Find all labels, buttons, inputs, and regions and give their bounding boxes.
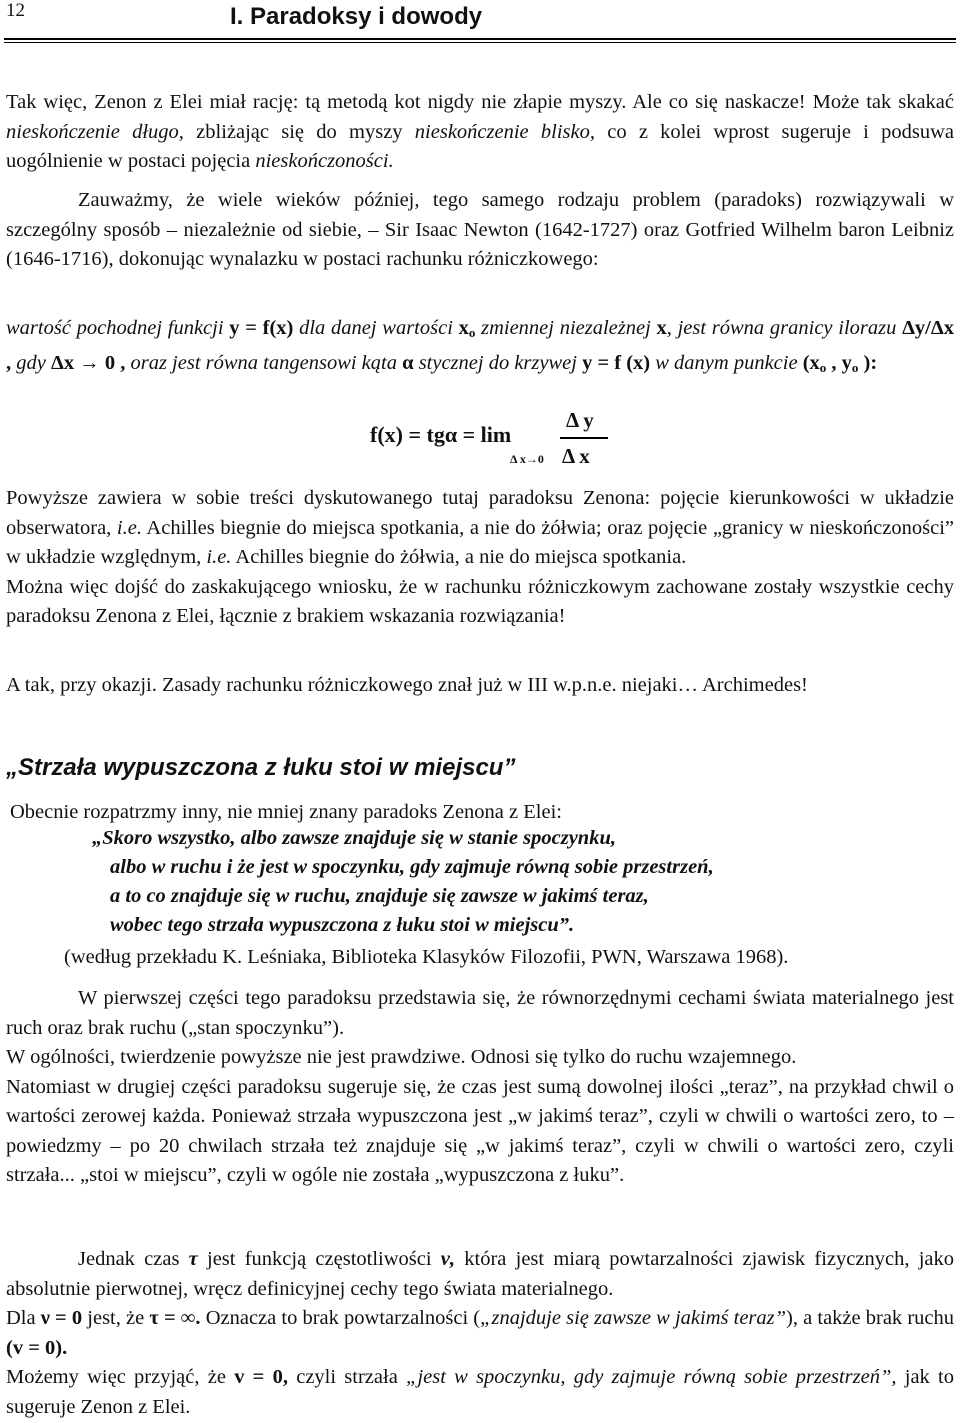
def-text-2: dla danej wartości bbox=[293, 317, 459, 339]
formula-fraction-bar bbox=[560, 437, 608, 439]
formula-limit-subscript: Δ x→0 bbox=[510, 452, 544, 466]
paragraph-analysis bbox=[6, 984, 954, 1191]
p10-text-b: jest funkcją częstotliwości bbox=[197, 1248, 441, 1270]
paragraph-zenon-content bbox=[6, 484, 954, 632]
p8-text: W ogólności, twierdzenie powyższe nie jest prawdziwe. Odnosi się tylko do ruchu wzajemnego. bbox=[6, 1046, 797, 1068]
def-text-8: w danym punkcie bbox=[650, 352, 803, 374]
p11-math-3: (v = 0). bbox=[6, 1336, 68, 1359]
paragraph-frequency bbox=[6, 1245, 954, 1422]
p1-italic-f: nieskończoności. bbox=[255, 150, 394, 172]
def-math-2-sub: o bbox=[468, 325, 476, 340]
intro-text: Obecnie rozpatrzmy inny, nie mniej znany paradoks Zenona z Elei: bbox=[10, 801, 562, 823]
p1-text-c: zbliżając się do myszy bbox=[183, 120, 415, 143]
p11-text-b: jest, że bbox=[82, 1307, 150, 1329]
def-text-7: stycznej do krzywej bbox=[413, 352, 583, 374]
p4-italic-d: i.e. bbox=[206, 546, 232, 568]
def-text-5: gdy bbox=[11, 352, 51, 374]
quote-line: „Skoro wszystko, albo zawsze znajduje się w stanie spoczynku, bbox=[92, 827, 616, 849]
tau-symbol: τ bbox=[188, 1248, 198, 1270]
def-math-6: α bbox=[402, 352, 414, 374]
p4-text-c: Achilles biegnie do miejsca spotkania, a nie do żółwia; oraz pojęcie „granicy w nieskończoności” w układzie względnym, bbox=[6, 516, 954, 568]
p11-text-c: Oznacza to brak powtarzalności ( bbox=[200, 1307, 481, 1329]
intro-line bbox=[10, 798, 950, 828]
def-math-7: y = f (x) bbox=[582, 352, 651, 374]
paragraph-kot-mysz bbox=[6, 88, 954, 177]
def-math-3: x bbox=[656, 317, 667, 339]
citation bbox=[64, 943, 954, 973]
quote-line: a to co znajduje się w ruchu, znajduje się zawsze w jakimś teraz, bbox=[110, 885, 649, 907]
def-text-4: , jest równa granicy ilorazu bbox=[666, 317, 903, 339]
p11-math-2: τ = ∞. bbox=[149, 1307, 201, 1329]
nu-symbol: ν, bbox=[440, 1248, 456, 1270]
p7-text: W pierwszej części tego paradoksu przedstawia się, że równorzędnymi cechami świata materialnego jest ruch oraz brak ruchu („stan spoczynku”). bbox=[6, 987, 954, 1039]
p12-text-d: jak to sugeruje Zenon z Elei. bbox=[6, 1366, 954, 1418]
page-number: 12 bbox=[6, 0, 25, 21]
def-math-8-sub1: o bbox=[819, 360, 827, 375]
p4-text-a: Powyższe zawiera w sobie treści dyskutowanego tutaj paradoksu Zenona: pojęcie kierunkowości w układzie obserwatora, bbox=[6, 487, 954, 539]
p1-text-e: co z kolei wprost sugeruje i podsuwa uogólnienie w postaci pojęcia bbox=[6, 120, 954, 172]
p2-text: Zauważmy, że wiele wieków później, tego samego rodzaju problem (paradoks) rozwiązywali w szczególny sposób – niezależnie od siebie, – Sir Isaac Newton (1642-1727) oraz Gotfried Wilhelm baron Leibniz (1646-1716), dokonując wynalazku w postaci rachunku różniczkowego: bbox=[6, 189, 954, 270]
p12-text-b: czyli strzała bbox=[287, 1366, 407, 1388]
formula-lhs: f(x) = tgα = lim bbox=[370, 422, 512, 447]
p1-text-a: Tak więc, Zenon z Elei miał rację: tą metodą kot nigdy nie złapie myszy. Ale co się naskacze! Może tak skakać bbox=[6, 91, 954, 113]
p4-text-e: Achilles biegnie do żółwia, a nie do miejsca spotkania. bbox=[231, 546, 687, 568]
p11-text-e: ), a także brak ruchu bbox=[786, 1307, 955, 1329]
p5-text: Można więc dojść do zaskakującego wniosku, że w rachunku różniczkowym zachowane zostały wszystkie cechy paradoksu Zenona z Elei, łącznie z brakiem wskazania rozwiązania! bbox=[6, 575, 954, 627]
formula-denominator: Δ x bbox=[562, 444, 590, 468]
page-header bbox=[0, 0, 960, 46]
def-math-8b: , y bbox=[826, 352, 852, 374]
def-math-8a: (x bbox=[802, 352, 820, 374]
p12-text-a: Możemy więc przyjąć, że bbox=[6, 1366, 235, 1388]
running-title: I. Paradoksy i dowody bbox=[230, 3, 483, 30]
p10-text-c: która jest miarą powtarzalności zjawisk fizycznych, jako absolutnie pierwotnej, wręcz definicyjnej cechy tego świata materialnego. bbox=[6, 1248, 954, 1300]
section-title: „Strzała wypuszczona z łuku stoi w miejscu” bbox=[6, 754, 516, 781]
p1-italic-b: nieskończenie długo, bbox=[6, 120, 184, 143]
p11-italic-d: „znajduje się zawsze w jakimś teraz” bbox=[480, 1307, 787, 1329]
paragraph-definition bbox=[6, 313, 954, 383]
citation-text: (według przekładu K. Leśniaka, Biblioteka Klasyków Filozofii, PWN, Warszawa 1968). bbox=[64, 946, 789, 968]
def-text-3: zmiennej niezależnej bbox=[475, 317, 657, 339]
p11-math-1: ν = 0 bbox=[40, 1307, 83, 1329]
def-math-1: y = f(x) bbox=[229, 317, 294, 339]
p9-text: Natomiast w drugiej części paradoksu sugeruje się, że czas jest sumą dowolnej ilości „teraz”, na przykład chwil o wartości zerowej każda. Ponieważ strzała wypuszczona jest „w jakimś teraz”, czyli w chwili o wartości zero, to – powiedzmy – po 20 chwilach strzała też znajduje się „w jakimś teraz”, czyli w chwili o wartości zero, czyli strzała... „stoi w miejscu”, czyli w ogóle nie została „wypuszczona z łuku”. bbox=[6, 1075, 954, 1186]
p4-italic-b: i.e. bbox=[116, 516, 142, 539]
paragraph-newton-leibniz bbox=[6, 186, 954, 275]
p1-italic-d: nieskończenie blisko, bbox=[414, 120, 595, 143]
formula-numerator: Δ y bbox=[566, 408, 594, 432]
p12-math-1: v = 0, bbox=[234, 1366, 288, 1388]
def-math-8-sub2: o bbox=[851, 360, 859, 375]
def-text-1: wartość pochodnej funkcji bbox=[6, 317, 230, 339]
def-math-5: Δx → 0 , bbox=[50, 352, 126, 374]
p11-text-a: Dla bbox=[6, 1307, 41, 1329]
derivative-formula bbox=[370, 404, 610, 474]
def-text-6: oraz jest równa tangensowi kąta bbox=[125, 352, 403, 374]
quote-line: albo w ruchu i że jest w spoczynku, gdy zajmuje równą sobie przestrzeń, bbox=[110, 856, 714, 878]
quote-line: wobec tego strzała wypuszczona z łuku stoi w miejscu”. bbox=[110, 914, 575, 936]
header-rule bbox=[4, 38, 956, 40]
header-rule-thin bbox=[4, 42, 956, 43]
p10-text-a: Jednak czas bbox=[78, 1248, 189, 1270]
paragraph-archimedes bbox=[6, 671, 954, 701]
def-math-8c: ): bbox=[858, 352, 878, 374]
def-math-4: Δy/Δx , bbox=[6, 317, 954, 374]
def-math-2: x bbox=[458, 317, 469, 339]
p12-italic-c: „jest w spoczynku, gdy zajmuje równą sobie przestrzeń”, bbox=[406, 1366, 897, 1388]
p6-text: A tak, przy okazji. Zasady rachunku różniczkowego znał już w III w.p.n.e. niejaki… Archimedes! bbox=[6, 674, 808, 696]
